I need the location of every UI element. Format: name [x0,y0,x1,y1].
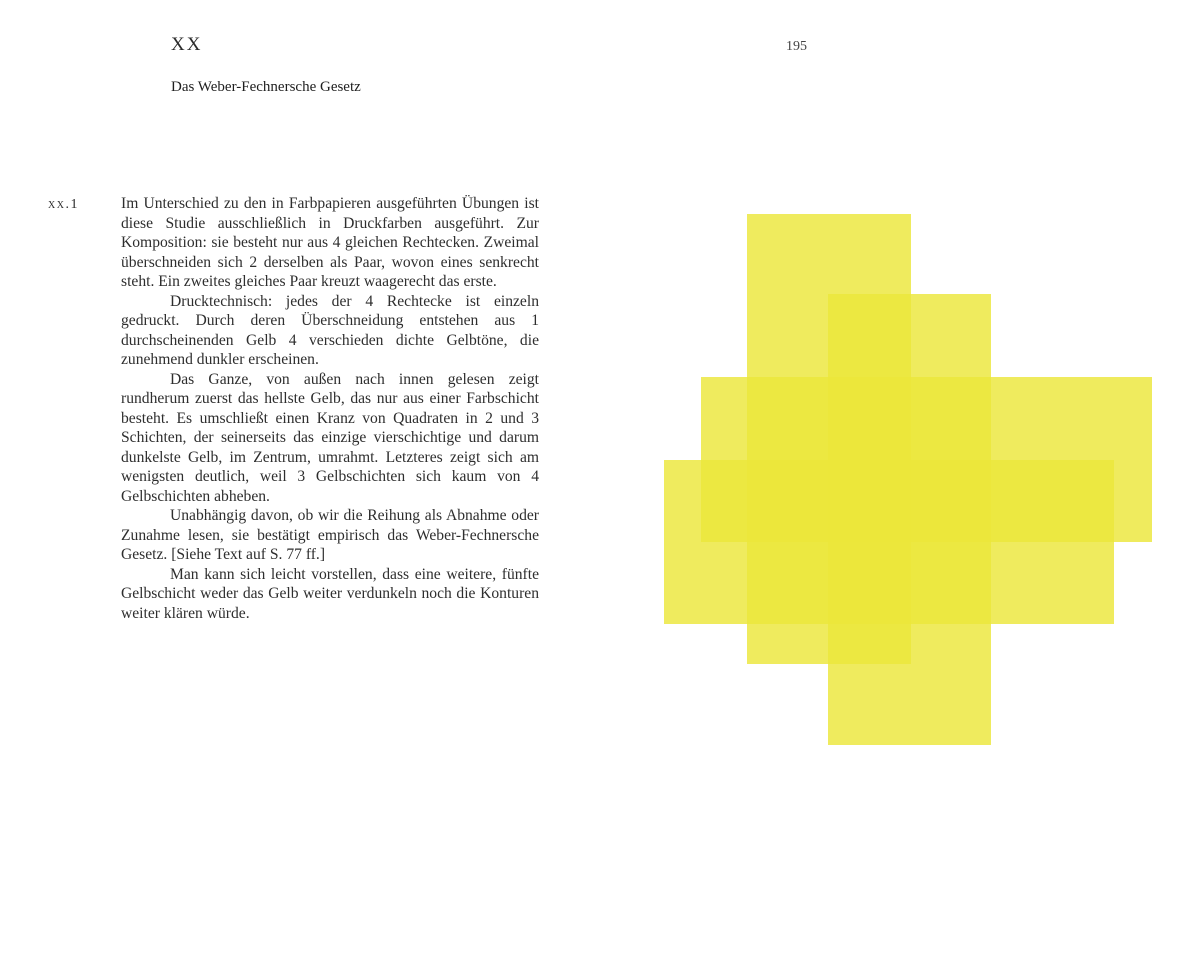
vertical-rectangle-2 [828,294,991,745]
horizontal-rectangle-1 [701,377,1152,542]
chapter-title: Das Weber-Fechnersche Gesetz [171,79,361,95]
paragraph: Man kann sich leicht vorstellen, dass eine weitere, fünfte Gelbschicht weder das Gelb weiter verdunkeln noch die Konturen weiter klären würde. [121,565,539,622]
vertical-rectangle-1 [747,214,911,664]
paragraph: Im Unterschied zu den in Farbpapieren ausgeführten Übungen ist diese Studie ausschließlich in Druckfarben ausgeführt. Zur Komposition: sie besteht nur aus 4 gleichen Rechtecken. Zweimal überschneiden sich 2 derselben als Paar, wovon eines senkrecht steht. Ein zweites gleiches Paar kreuzt waagerecht das erste. [121,195,539,290]
body-text [121,194,539,623]
horizontal-rectangle-2 [664,460,1114,624]
chapter-numeral: XX [171,34,203,55]
paragraph: Unabhängig davon, ob wir die Reihung als Abnahme oder Zunahme lesen, sie bestätigt empirisch das Weber-Fechnersche Gesetz. [Siehe Text auf S. 77 ff.] [121,507,539,563]
page-number: 195 [786,39,807,54]
section-label: xx.1 [48,197,79,212]
paragraph: Das Ganze, von außen nach innen gelesen zeigt rundherum zuerst das hellste Gelb, das nur aus einer Farbschicht besteht. Es umschließt einen Kranz von Quadraten in 2 und 3 Schichten, der seinerseits das einzige vierschichtige und darum dunkelste Gelb, im Zentrum, umrahmt. Letzteres zeigt sich am wenigsten deutlich, weil 3 Gelbschichten sich kaum von 4 Gelbschichten abheben. [121,370,539,505]
paragraph: Drucktechnisch: jedes der 4 Rechtecke ist einzeln gedruckt. Durch deren Überschneidung entstehen aus 1 durchscheinenden Gelb 4 verschieden dichte Gelbtöne, die zunehmend dunkler erscheinen. [121,292,539,368]
